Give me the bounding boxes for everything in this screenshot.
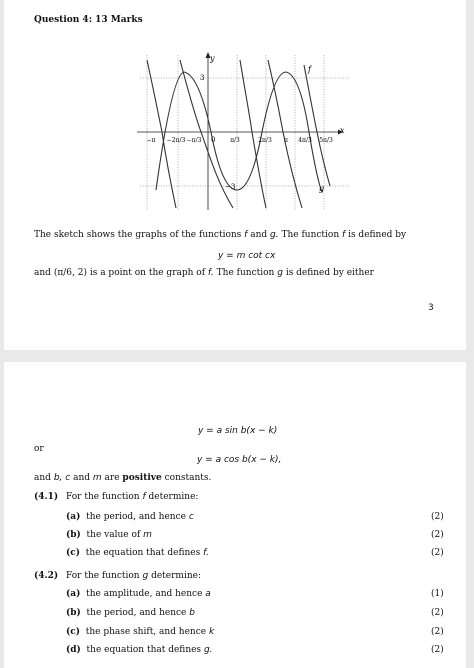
marks: (2)	[431, 627, 444, 637]
question-4-2-number: (4.2)	[34, 571, 59, 581]
marks: (2)	[431, 530, 444, 540]
origin-label: 0	[211, 136, 216, 144]
question-4-1-text: For the function f determine:	[66, 492, 199, 502]
y-tick-3: 3	[200, 74, 205, 82]
paragraph-functions: The sketch shows the graphs of the functions f and g. The function f is defined by	[34, 230, 407, 240]
or-label: or	[34, 444, 44, 454]
marks: (1)	[431, 589, 444, 599]
x-tick-4pi3: 4π/3	[298, 137, 312, 144]
y-tick-neg3: −3	[225, 183, 236, 191]
marks: (2)	[431, 645, 444, 655]
x-tick-pi: π	[284, 137, 288, 144]
marks: (2)	[431, 608, 444, 618]
list-item: (d) the equation that defines g.	[66, 645, 213, 655]
equation-f: y = m cot cx	[218, 251, 276, 261]
marks: (2)	[431, 548, 444, 558]
equation-sin: y = a sin b(x − k)	[198, 426, 278, 436]
list-item: (b) the value of m	[66, 530, 152, 540]
x-tick-2pi3: 2π/3	[258, 137, 272, 144]
x-tick-neg-pi: −π	[146, 137, 156, 144]
x-tick-neg-2pi3: −2π/3	[166, 137, 186, 144]
x-axis-label: x	[340, 126, 345, 135]
function-graph	[4, 0, 466, 220]
page-number: 3	[428, 303, 434, 313]
question-4-2-text: For the function g determine:	[66, 571, 201, 581]
question-title: Question 4: 13 Marks	[34, 15, 143, 25]
list-item: (a) the amplitude, and hence a	[66, 589, 211, 599]
list-item: (a) the period, and hence c	[66, 512, 194, 522]
list-item: (c) the phase shift, and hence k	[66, 627, 215, 637]
x-tick-neg-pi3: −π/3	[186, 137, 202, 144]
g-curve-label: g	[319, 184, 325, 193]
paragraph-point: and (π/6, 2) is a point on the graph of f. The function g is defined by either	[34, 268, 374, 278]
f-curve-label: f	[308, 65, 311, 74]
marks: (2)	[431, 512, 444, 522]
list-item: (b) the period, and hence b	[66, 608, 195, 618]
question-4-1-number: (4.1)	[34, 492, 59, 502]
y-axis-label: y	[210, 54, 215, 63]
page-1	[4, 0, 466, 350]
page-2	[4, 362, 466, 668]
constants-statement: and b, c and m are positive constants.	[34, 473, 212, 483]
x-tick-labels	[147, 137, 333, 144]
equation-cos: y = a cos b(x − k),	[197, 455, 282, 465]
x-tick-pi3: π/3	[230, 137, 240, 144]
list-item: (c) the equation that defines f.	[66, 548, 209, 558]
x-tick-5pi3: 5π/3	[319, 137, 333, 144]
